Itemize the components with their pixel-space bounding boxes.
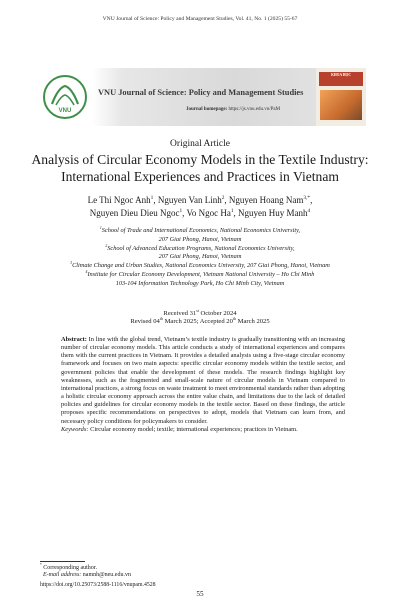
affiliation-text: School of Advanced Education Programs, National Economics University, (107, 244, 295, 252)
journal-name: VNU Journal of Science: Policy and Management Studies (98, 88, 304, 97)
abstract-label: Abstract: (61, 336, 87, 343)
author-name: Nguyen Hoang Nam (228, 195, 304, 205)
cover-title-band (319, 72, 363, 86)
footnote (40, 565, 131, 580)
author-separator: , (224, 195, 229, 205)
journal-homepage (186, 107, 280, 112)
keywords-text: Circular economy model; textile; international experiences; practices in Vietnam. (90, 425, 298, 433)
affiliation-text: Climate Change and Urban Studies, National Economics University, 207 Giai Phong, Hanoi, Vietnam (72, 262, 330, 270)
cover-image (320, 90, 362, 120)
author-separator: , (153, 195, 158, 205)
article-type: Original Article (170, 139, 230, 149)
author-name: Nguyen Huy Manh (238, 208, 308, 218)
affiliation-marker: 4 (85, 269, 88, 274)
revised-accepted-dates (0, 318, 400, 326)
article-dates (0, 307, 400, 327)
homepage-label: Journal homepage: (186, 107, 228, 112)
email-label: E-mail address: (43, 572, 82, 579)
affiliation-text: 103-104 Information Technology Park, Ho Chi Minh City, Vietnam (115, 279, 285, 287)
accepted-date-month: March 2025 (235, 318, 270, 326)
cover-title-text: KHOA HỌC (331, 73, 351, 77)
title-line: International Experiences and Practices in Vietnam (61, 169, 339, 184)
corresponding-author-note (40, 565, 131, 572)
abstract (61, 336, 345, 434)
affiliation-line (0, 262, 400, 271)
author-list (0, 194, 400, 220)
affiliation-text: Institute for Circular Economy Development, Vietnam National University – Ho Chi Minh (87, 270, 315, 278)
author-name: Nguyen Van Linh (157, 195, 222, 205)
corresponding-author-text: Corresponding author. (43, 565, 97, 571)
author-separator: , (233, 208, 239, 218)
affiliation-marker: 1 (99, 225, 102, 230)
affiliation-line (0, 245, 400, 254)
running-head: VNU Journal of Science: Policy and Management Studies, Vol. 41, No. 1 (2025) 55-67 (102, 16, 298, 22)
author-line (0, 194, 400, 207)
keywords (61, 426, 345, 434)
author-affiliation-marker: 4 (307, 208, 311, 214)
affiliation-text: School of Trade and International Economics, National Economics University, (101, 227, 301, 234)
accepted-date-text: Accepted 20 (199, 318, 233, 326)
author-separator: , (310, 195, 313, 205)
abstract-text: In line with the global trend, Vietnam’s textile industry is gradually transitioning with an increasing number of circular economy models. This article conducts a study of international experiences and compares them with the current practices in Vietnam. It provides a detailed analysis using a five-stage circular economy framework and focuses on two main aspects: specific circular economy models within the textile sector, and government policies that enable the development of these models. The research findings highlight key weaknesses, such as the fragmented and small-scale nature of circular models in Vietnam compared to international practices, a strong focus on waste treatment to meet environmental standards rather than adopting a holistic circular economy approach across the entire value chain, and limitations due to the lack of detailed policies and guidelines for circular economy models in the textile sector. Based on these findings, the article proposes specific recommendations on perspectives to adopt, models that Vietnam can learn from, and necessary policy conditions for policymakers to consider. (61, 336, 345, 425)
vnu-logo-icon (42, 74, 88, 120)
journal-logo (42, 74, 88, 120)
revised-date-text: Revised 04 (130, 318, 160, 326)
author-affiliation-marker: 1 (179, 208, 183, 214)
author-affiliation-marker: 2 (221, 195, 225, 201)
ordinal-suffix: th (159, 316, 163, 322)
affiliation-line (0, 253, 400, 262)
email-address[interactable]: namnh@neu.edu.vn (82, 572, 131, 579)
author-affiliation-marker: 1 (150, 195, 154, 201)
affiliation-text: 207 Giai Phong, Hanoi, Vietnam (158, 235, 242, 243)
keywords-label: Keywords: (61, 425, 89, 433)
email-line (40, 572, 131, 579)
abstract-paragraph (61, 336, 345, 426)
author-name: Nguyen Dieu Dieu Ngoc (89, 208, 180, 218)
affiliation-marker: 2 (105, 243, 108, 248)
ordinal-suffix: th (232, 316, 236, 322)
logo-text: VNU (58, 108, 72, 114)
author-name: Le Thi Ngoc Anh (87, 195, 151, 205)
paper-title (0, 151, 400, 185)
affiliation-line (0, 271, 400, 280)
author-name: Vo Ngoc Ha (186, 208, 231, 218)
footnote-marker: * (40, 563, 42, 567)
affiliation-line (0, 236, 400, 245)
author-affiliation-marker: 3,* (303, 195, 311, 201)
doi-link[interactable]: https://doi.org/10.25073/2588-1116/vnupam.4528 (40, 582, 156, 588)
journal-banner (36, 68, 366, 126)
affiliation-list (0, 227, 400, 289)
affiliation-line (0, 280, 400, 289)
author-affiliation-marker: 1 (230, 208, 234, 214)
homepage-link[interactable]: https://js.vnu.edu.vn/PaM (228, 107, 281, 112)
page-number: 55 (196, 590, 204, 598)
ordinal-suffix: st (196, 307, 199, 313)
title-line: Analysis of Circular Economy Models in the Textile Industry: (31, 152, 369, 167)
footnote-divider (40, 561, 85, 562)
received-date-month: October 2024 (198, 310, 237, 317)
revised-date-month: March 2025; (162, 318, 200, 326)
author-line (0, 207, 400, 220)
author-separator: , (182, 208, 187, 218)
affiliation-line (0, 227, 400, 236)
journal-cover-thumbnail (316, 68, 366, 126)
affiliation-text: 207 Giai Phong, Hanoi, Vietnam (158, 253, 242, 261)
received-date-text: Received 31 (163, 310, 197, 317)
affiliation-marker: 3 (70, 261, 73, 266)
